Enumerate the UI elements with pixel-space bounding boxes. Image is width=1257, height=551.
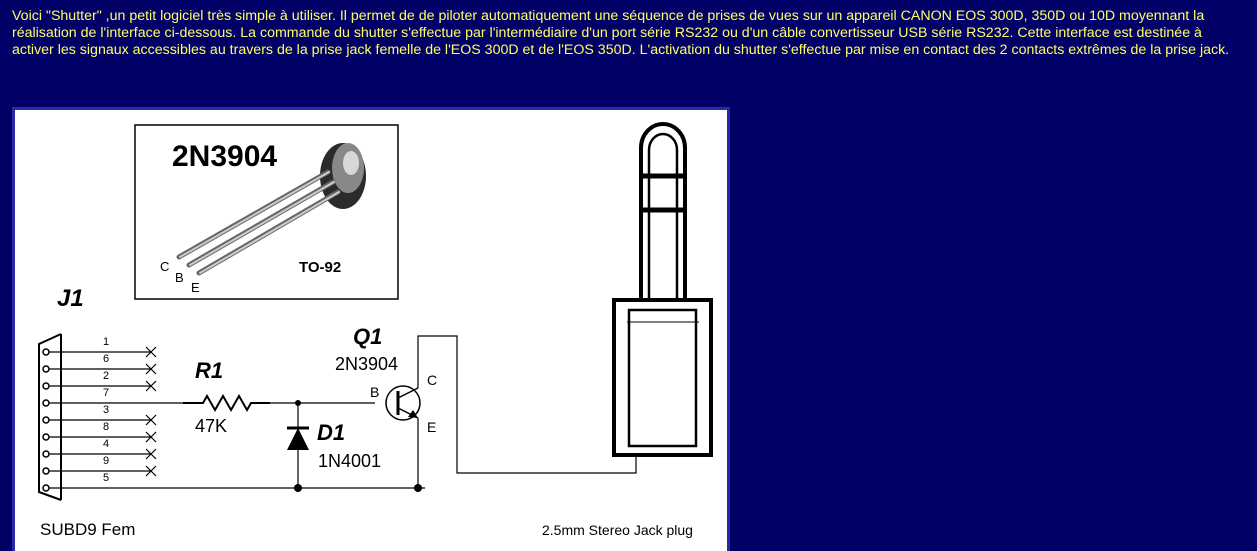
pin-number: 5 bbox=[103, 472, 110, 484]
pin-number: 1 bbox=[103, 336, 110, 348]
pin-number: 3 bbox=[103, 404, 110, 416]
resistor-ref: R1 bbox=[195, 358, 224, 383]
pin-row bbox=[43, 472, 151, 491]
db9-pins bbox=[43, 336, 183, 491]
inset-pin-e: E bbox=[191, 280, 200, 295]
jack-caption: 2.5mm Stereo Jack plug bbox=[542, 522, 693, 538]
junction-dot bbox=[295, 400, 301, 406]
connector-ref: J1 bbox=[57, 285, 84, 312]
jack-inner bbox=[649, 134, 677, 300]
pin-number: 9 bbox=[103, 455, 110, 467]
pin-number: 6 bbox=[103, 353, 110, 365]
pin-row bbox=[43, 353, 156, 374]
intro-paragraph: Voici "Shutter" ,un petit logiciel très simple à utiliser. Il permet de de piloter automatiquement une séquence de prises de vues sur un appareil CANON EOS 300D, 350D ou 10D moyennant la réalisation de l'interface ci-dessous. La commande du shutter s'effectue par l'intermédiaire d'un port série RS232 ou d'un câble convertisseur USB série RS232. Cette interface est destinée à activer les signaux accessibles au travers de la prise jack femelle de l'EOS 300D et de l'EOS 350D. L'activation du shutter s'effectue par mise en contact des 2 contacts extrêmes de la prise jack. bbox=[12, 8, 1230, 58]
transistor-ref: Q1 bbox=[353, 324, 383, 349]
pin-row bbox=[43, 404, 156, 425]
junction-dot bbox=[294, 484, 302, 492]
db9-shell bbox=[39, 334, 61, 500]
connector-name: SUBD9 Fem bbox=[40, 520, 136, 539]
collector-wire bbox=[418, 336, 636, 473]
diode-value: 1N4001 bbox=[318, 451, 382, 471]
pin-row bbox=[43, 455, 156, 476]
pin-row bbox=[43, 438, 156, 459]
pin-row bbox=[43, 336, 156, 357]
schematic-panel bbox=[15, 110, 727, 551]
inset-package: TO-92 bbox=[299, 259, 342, 276]
pin-number: 4 bbox=[103, 438, 110, 450]
transistor-pin-b: B bbox=[370, 384, 380, 400]
transistor-value: 2N3904 bbox=[335, 354, 399, 374]
pin-number: 7 bbox=[103, 387, 110, 399]
jack-body-inner bbox=[629, 310, 696, 446]
inset-part-name: 2N3904 bbox=[172, 140, 278, 173]
junction-dot bbox=[414, 484, 422, 492]
pin-row bbox=[43, 421, 156, 442]
transistor-pin-e: E bbox=[427, 419, 437, 435]
stereo-jack-plug bbox=[614, 124, 711, 455]
diode-triangle bbox=[287, 428, 309, 450]
diode-ref: D1 bbox=[317, 420, 346, 445]
to92-case-highlight bbox=[343, 151, 359, 175]
resistor-symbol bbox=[183, 396, 270, 410]
schematic-frame bbox=[12, 107, 730, 551]
pin-row bbox=[43, 387, 183, 406]
shutter-schematic bbox=[15, 110, 727, 551]
pin-number: 2 bbox=[103, 370, 110, 382]
transistor-symbol bbox=[386, 386, 420, 420]
resistor-value: 47K bbox=[195, 416, 228, 436]
pin-row bbox=[43, 370, 156, 391]
diode-symbol bbox=[287, 428, 309, 450]
inset-pin-b: B bbox=[175, 270, 184, 285]
transistor-package-inset bbox=[135, 125, 398, 299]
transistor-pin-c: C bbox=[427, 372, 438, 388]
inset-pin-c: C bbox=[160, 259, 170, 274]
pin-number: 8 bbox=[103, 421, 110, 433]
